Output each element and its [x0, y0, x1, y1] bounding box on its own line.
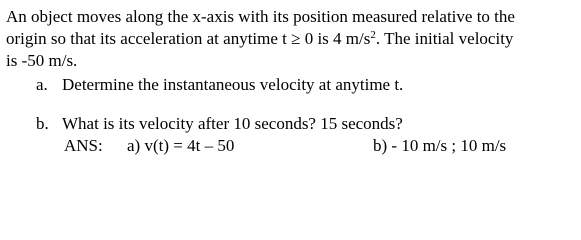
question-part-b [36, 113, 403, 135]
exponent-superscript: 2 [370, 29, 376, 41]
question-part-a [36, 74, 403, 96]
answer-part-a: a) v(t) = 4t – 50 [127, 136, 235, 155]
problem-intro-line-3: is -50 m/s. [6, 51, 78, 70]
intro-line-2-text: origin so that its acceleration at anytime t ≥ 0 is 4 m/s [6, 29, 371, 48]
problem-intro-line-2 [6, 28, 513, 50]
part-a-text: Determine the instantaneous velocity at anytime t. [62, 75, 404, 94]
intro-line-2-tail: . The initial velocity [375, 29, 514, 48]
answer-line [64, 135, 506, 157]
part-b-text: What is its velocity after 10 seconds? 15 seconds? [62, 114, 403, 133]
part-b-marker: b. [36, 114, 49, 133]
answer-part-b: b) - 10 m/s ; 10 m/s [373, 136, 507, 155]
part-a-marker: a. [36, 75, 48, 94]
answer-label: ANS: [64, 136, 103, 155]
problem-intro-line-1: An object moves along the x-axis with its position measured relative to the [6, 7, 515, 26]
